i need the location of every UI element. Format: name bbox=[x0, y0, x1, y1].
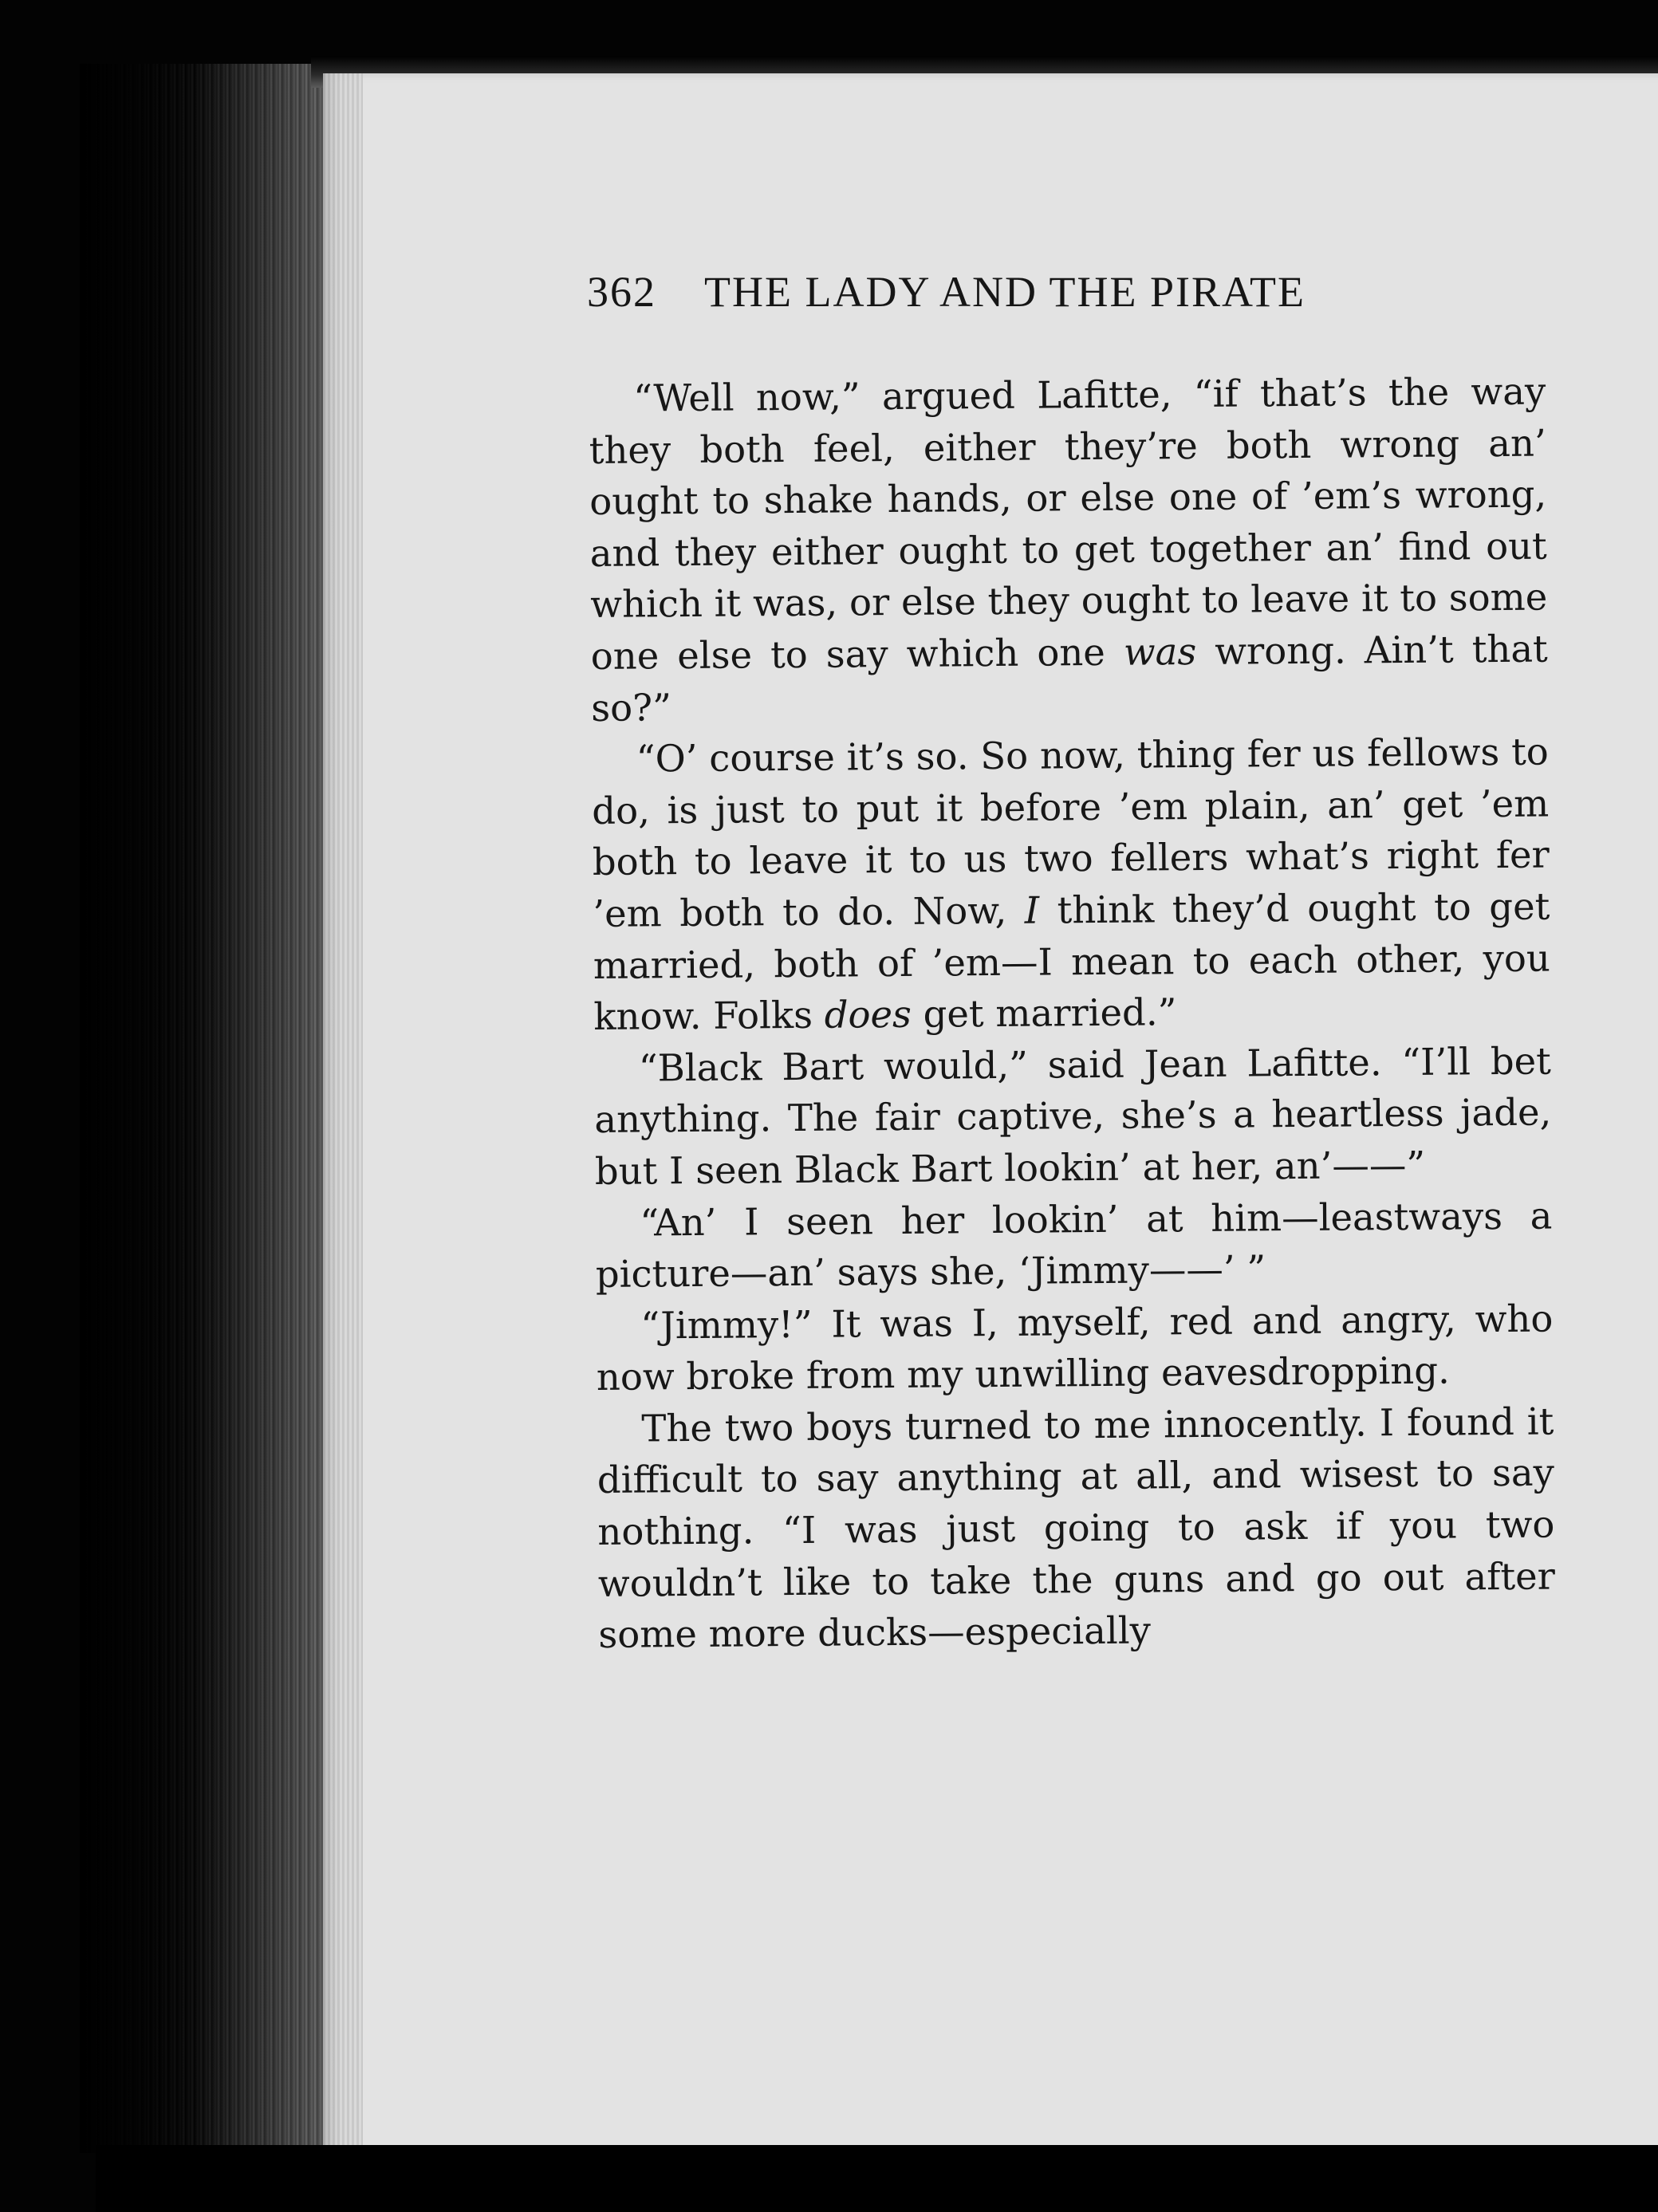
text-run: “An’ I seen her lookin’ at him—leastways a picture—an’ says she, ‘Jimmy——’ ” bbox=[595, 1194, 1553, 1297]
italic-text-run: does bbox=[824, 992, 912, 1037]
text-run: “O’ course it’s so. So now, thing fer us fellows to do, is just to put it before ’em plain, an’ get ’em both to leave it to us two fellers what’s right fer ’em both to do. Now, bbox=[592, 730, 1550, 935]
text-run: get married.” bbox=[911, 990, 1177, 1036]
paragraph bbox=[589, 366, 1549, 734]
paragraph bbox=[595, 1190, 1553, 1301]
book-page-edges bbox=[80, 64, 335, 2153]
text-run: “Jimmy!” It was I, myself, red and angry, who now broke from my unwilling eavesdropping. bbox=[596, 1297, 1554, 1399]
running-title: THE LADY AND THE PIRATE bbox=[704, 268, 1306, 316]
paragraph bbox=[594, 1035, 1552, 1197]
text-run: The two boys turned to me innocently. I found it difficult to say anything at all, and wisest to say nothing. “I was just going to ask if you two wouldn’t like to take the guns and go out after some more ducks—especially bbox=[597, 1399, 1556, 1657]
text-run: wrong. Ain’t that so?” bbox=[591, 627, 1548, 730]
page-body-text bbox=[589, 366, 1556, 1661]
running-header bbox=[587, 267, 1306, 317]
page-number: 362 bbox=[587, 268, 656, 316]
italic-text-run: was bbox=[1123, 629, 1197, 674]
paragraph bbox=[592, 726, 1551, 1043]
text-run: “Well now,” argued Lafitte, “if that’s the way they both feel, either they’re both wrong an’ ought to shake hands, or else one of ’em’s wrong, and they either ought to get together an’ find out which it was, or else they ought to leave it to some one else to say which one bbox=[589, 369, 1548, 678]
paragraph bbox=[596, 1293, 1554, 1403]
scan-bottom-border bbox=[96, 2145, 1658, 2212]
text-run: “Black Bart would,” said Jean Lafitte. “I’ll bet anything. The fair captive, she’s a heartless jade, but I seen Black Bart lookin’ at her, an’——” bbox=[594, 1039, 1552, 1193]
page-gutter-edge bbox=[323, 73, 363, 2163]
italic-text-run: I bbox=[1024, 888, 1040, 932]
text-run: think they’d ought to get married, both of ’em—I mean to each other, you know. Folks bbox=[593, 884, 1551, 1039]
paragraph bbox=[597, 1395, 1555, 1660]
